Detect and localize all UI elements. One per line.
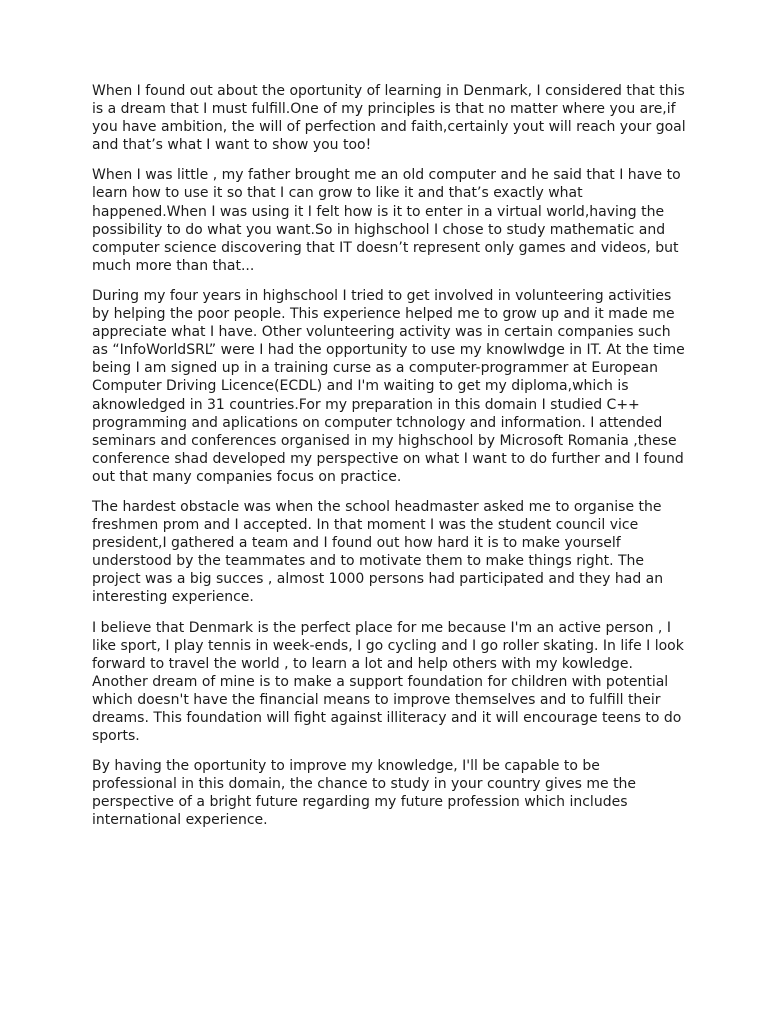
- paragraph-2: When I was little , my father brought me an old computer and he said that I have to learn how to use it so that I can grow to like it and that’s exactly what happened.When I was using it I felt how is it to enter in a virtual world,having the possibility to do what you want.So in highschool I chose to study mathematic and computer science discovering that IT doesn’t represent only games and videos, but much more than that...: [92, 167, 681, 274]
- paragraph-3: During my four years in highschool I tried to get involved in volunteering activities by helping the poor people. This experience helped me to grow up and it made me appreciate what I have. Other volunteering activity was in certain companies such as “InfoWorldSRL” were I had the opportunity to use my knowlwdge in IT. At the time being I am signed up in a training curse as a computer-programmer at European Computer Driving Licence(ECDL) and I'm waiting to get my diploma,which is aknowledged in 31 countries.For my preparation in this domain I studied C++ programming and aplications on computer tchnology and information. I attended seminars and conferences organised in my highschool by Microsoft Romania ,these conference shad developed my perspective on what I want to do further and I found out that many companies focus on practice.: [92, 287, 685, 485]
- paragraph-4: The hardest obstacle was when the school headmaster asked me to organise the freshmen prom and I accepted. In that moment I was the student council vice president,I gathered a team and I found out how hard it is to make yourself understood by the teammates and to motivate them to make things right. The project was a big succes , almost 1000 persons had participated and they had an interesting experience.: [92, 498, 664, 606]
- paragraph-5: I believe that Denmark is the perfect place for me because I'm an active person , I like sport, I play tennis in week-ends, I go cycling and I go roller skating. In life I look forward to travel the world , to learn a lot and help others with my kowledge. Another dream of mine is to make a support foundation for children with potential which doesn't have the financial means to improve themselves and to fulfill their dreams. This foundation will fight against illiteracy and it will encourage teens to do sports.: [92, 619, 684, 745]
- paragraph-6: By having the oportunity to improve my knowledge, I'll be capable to be professional in this domain, the chance to study in your country gives me the perspective of a bright future regarding my future profession which includes international experience.: [92, 758, 637, 829]
- paragraph-1: When I found out about the oportunity of learning in Denmark, I considered that this is a dream that I must fulfill.One of my principles is that no matter where you are,if you have ambition, the will of perfection and faith,certainly yout will reach your goal and that’s what I want to show you too!: [92, 83, 686, 154]
